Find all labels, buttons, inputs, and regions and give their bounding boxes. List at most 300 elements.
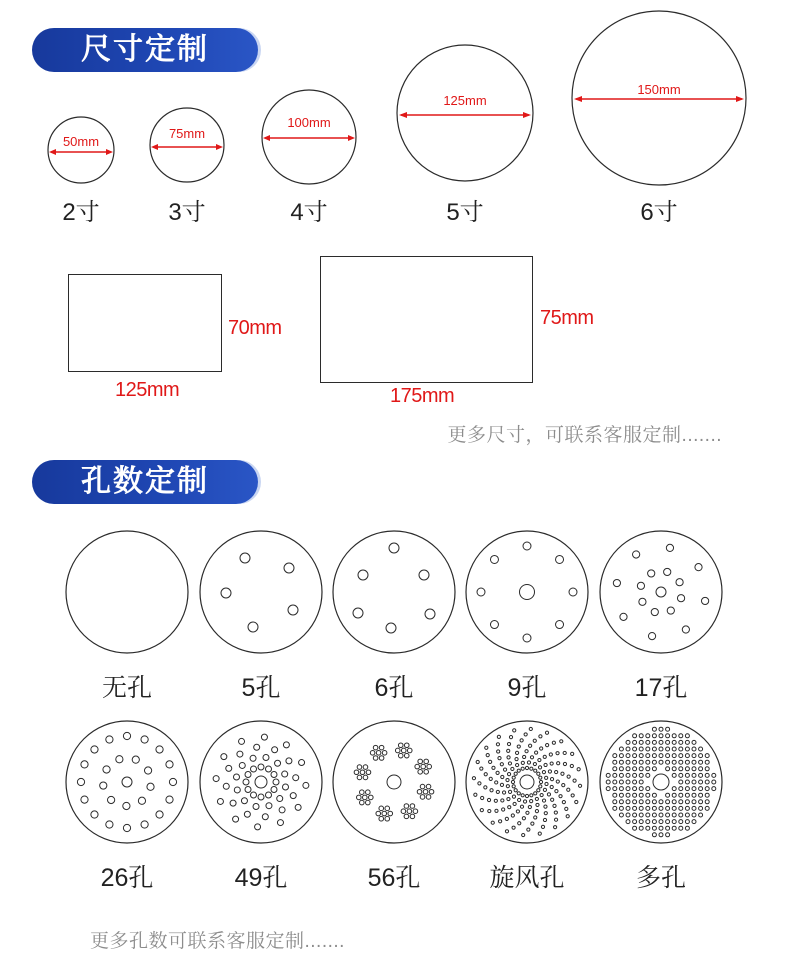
hole <box>376 811 381 816</box>
hole <box>512 776 515 779</box>
hole <box>556 621 564 629</box>
hole <box>646 747 650 751</box>
hole <box>480 809 483 812</box>
hole <box>401 748 406 753</box>
hole <box>363 775 368 780</box>
hole <box>539 735 542 738</box>
hole <box>613 773 617 777</box>
hole <box>652 800 656 804</box>
hole <box>542 771 545 774</box>
hole <box>295 804 301 810</box>
hole <box>527 761 530 764</box>
hole <box>679 813 683 817</box>
rectangle-sheet-small <box>68 274 222 372</box>
hole <box>507 749 510 752</box>
hole <box>506 778 509 781</box>
hole <box>666 544 673 551</box>
hole <box>679 734 683 738</box>
hole <box>474 793 477 796</box>
hole <box>387 775 401 789</box>
hole <box>505 817 508 820</box>
hole <box>373 756 378 761</box>
hole <box>502 791 505 794</box>
hole <box>116 756 123 763</box>
hole <box>672 754 676 758</box>
hole <box>477 588 485 596</box>
hole <box>613 754 617 758</box>
hole <box>123 732 130 739</box>
hole <box>685 826 689 830</box>
hole <box>538 766 541 769</box>
hole <box>283 784 289 790</box>
hole <box>385 806 390 811</box>
hole <box>516 763 519 766</box>
hole <box>357 775 362 780</box>
hole <box>254 744 260 750</box>
hole <box>511 814 514 817</box>
hole <box>472 777 475 780</box>
hole <box>652 760 656 764</box>
hole <box>679 826 683 830</box>
hole <box>303 782 309 788</box>
hole <box>619 747 623 751</box>
hole <box>534 816 537 819</box>
hole <box>243 779 249 785</box>
disc-26-holes <box>62 717 192 847</box>
hole <box>705 767 709 771</box>
hole <box>423 789 428 794</box>
rectangle-width-label: 125mm <box>115 379 180 401</box>
hole <box>699 767 703 771</box>
hole <box>666 806 670 810</box>
hole <box>699 747 703 751</box>
hole <box>699 780 703 784</box>
hole <box>147 783 154 790</box>
hole <box>420 795 425 800</box>
hole <box>547 793 550 796</box>
hole <box>652 740 656 744</box>
hole <box>415 764 420 769</box>
hole <box>626 773 630 777</box>
hole <box>666 747 670 751</box>
hole <box>508 806 511 809</box>
hole <box>132 756 139 763</box>
hole <box>382 811 387 816</box>
hole <box>429 789 434 794</box>
hole <box>619 787 623 791</box>
hole <box>513 802 516 805</box>
hole <box>273 779 279 785</box>
rectangle-height-label: 70mm <box>228 317 282 339</box>
hole <box>489 777 492 780</box>
hole <box>543 755 546 758</box>
hole <box>613 780 617 784</box>
hole <box>648 570 655 577</box>
hole <box>652 833 656 837</box>
hole <box>619 773 623 777</box>
hole <box>288 605 298 615</box>
hole <box>419 570 429 580</box>
hole <box>537 772 540 775</box>
hole <box>685 813 689 817</box>
hole <box>279 807 285 813</box>
hole <box>245 772 251 778</box>
hole <box>646 806 650 810</box>
hole <box>277 796 283 802</box>
hole <box>77 778 84 785</box>
hole <box>692 806 696 810</box>
hole <box>679 793 683 797</box>
hole <box>679 760 683 764</box>
hole <box>496 743 499 746</box>
hole <box>559 795 562 798</box>
hole <box>141 821 148 828</box>
disc-label: 49孔 <box>234 864 288 892</box>
hole <box>386 623 396 633</box>
hole <box>486 754 489 757</box>
hole <box>633 754 637 758</box>
hole <box>379 816 384 821</box>
rectangle-sheet-large <box>320 256 533 383</box>
hole <box>679 773 683 777</box>
hole <box>666 740 670 744</box>
hole <box>659 760 663 764</box>
size-circle-6 <box>569 8 749 188</box>
rectangle-height-label: 75mm <box>540 307 594 329</box>
hole <box>639 760 643 764</box>
hole <box>648 633 655 640</box>
hole <box>404 743 409 748</box>
hole <box>141 736 148 743</box>
hole <box>712 780 716 784</box>
hole <box>566 815 569 818</box>
hole <box>699 806 703 810</box>
hole <box>705 793 709 797</box>
hole <box>528 805 531 808</box>
hole <box>156 811 163 818</box>
hole <box>526 811 529 814</box>
hole <box>496 790 499 793</box>
hole <box>626 820 630 824</box>
size-circle-3 <box>147 105 227 185</box>
hole <box>692 800 696 804</box>
hole <box>407 809 412 814</box>
hole <box>633 780 637 784</box>
hole <box>520 585 535 600</box>
hole <box>695 564 702 571</box>
hole <box>679 800 683 804</box>
hole <box>223 783 229 789</box>
hole <box>262 814 268 820</box>
hole <box>360 800 365 805</box>
hole <box>487 798 490 801</box>
hole <box>692 780 696 784</box>
hole <box>679 806 683 810</box>
hole <box>672 773 676 777</box>
hole <box>266 803 272 809</box>
hole <box>282 771 288 777</box>
hole <box>506 785 509 788</box>
hole <box>692 787 696 791</box>
hole <box>515 757 518 760</box>
hole <box>659 727 663 731</box>
hole <box>672 767 676 771</box>
hole <box>679 787 683 791</box>
hole <box>511 780 514 783</box>
hole <box>481 796 484 799</box>
hole <box>556 555 564 563</box>
hole <box>480 767 483 770</box>
hole <box>626 760 630 764</box>
hole <box>639 787 643 791</box>
hole <box>421 764 426 769</box>
hole <box>529 727 532 730</box>
hole <box>520 739 523 742</box>
hole <box>255 776 267 788</box>
hole <box>544 763 547 766</box>
hole <box>241 798 247 804</box>
hole <box>522 817 525 820</box>
hole <box>512 785 515 788</box>
hole <box>659 820 663 824</box>
hole <box>619 780 623 784</box>
hole <box>525 750 528 753</box>
hole <box>555 790 558 793</box>
hole <box>646 800 650 804</box>
hole <box>563 762 566 765</box>
hole <box>633 734 637 738</box>
hole <box>240 553 250 563</box>
disc-graphic <box>329 717 459 847</box>
dimension-label: 100mm <box>287 115 331 130</box>
disc-cyclone-holes <box>462 717 592 847</box>
hole <box>354 770 359 775</box>
hole <box>712 773 716 777</box>
hole <box>527 828 530 831</box>
hole <box>166 796 173 803</box>
hole <box>672 806 676 810</box>
hole <box>505 830 508 833</box>
hole <box>626 787 630 791</box>
hole <box>549 753 552 756</box>
hole <box>534 769 537 772</box>
disc-graphic <box>196 717 326 847</box>
hole <box>533 762 536 765</box>
size-note: 更多尺寸，可联系客服定制....... <box>447 425 722 446</box>
hole <box>560 740 563 743</box>
hole <box>567 775 570 778</box>
disc-graphic <box>596 527 726 657</box>
hole <box>613 579 620 586</box>
hole <box>536 803 539 806</box>
hole <box>369 795 374 800</box>
hole <box>357 795 362 800</box>
disc-17-holes <box>596 527 726 657</box>
hole <box>565 807 568 810</box>
hole <box>534 792 537 795</box>
hole <box>379 745 384 750</box>
disc-9-holes <box>462 527 592 657</box>
disc-multi-holes <box>596 717 726 847</box>
hole <box>540 793 543 796</box>
disc-graphic <box>462 527 592 657</box>
hole <box>525 794 528 797</box>
hole <box>501 775 504 778</box>
disc-label: 26孔 <box>100 864 154 892</box>
hole <box>490 789 493 792</box>
hole <box>653 774 669 790</box>
disc-graphic <box>62 527 192 657</box>
hole <box>619 806 623 810</box>
hole <box>639 793 643 797</box>
hole <box>417 789 422 794</box>
hole <box>284 563 294 573</box>
hole <box>685 740 689 744</box>
hole <box>245 787 251 793</box>
hole <box>508 790 511 793</box>
hole <box>271 787 277 793</box>
hole <box>517 792 520 795</box>
hole <box>517 745 520 748</box>
disc-label: 无孔 <box>101 674 152 702</box>
hole <box>556 752 559 755</box>
hole <box>633 806 637 810</box>
hole <box>538 758 541 761</box>
hole <box>705 800 709 804</box>
hole <box>357 765 362 770</box>
hole <box>530 756 533 759</box>
disc-label: 6孔 <box>374 674 414 702</box>
hole <box>619 767 623 771</box>
hole <box>366 790 371 795</box>
hole <box>646 734 650 738</box>
hole <box>679 754 683 758</box>
hole <box>578 784 581 787</box>
hole <box>524 733 527 736</box>
hole <box>535 810 538 813</box>
hole <box>221 588 231 598</box>
size-label: 3寸 <box>168 199 206 226</box>
hole <box>286 758 292 764</box>
hole <box>666 734 670 738</box>
hole <box>266 766 272 772</box>
hole <box>122 777 132 787</box>
size-circle-5 <box>394 42 536 184</box>
hole <box>646 826 650 830</box>
hole <box>272 747 278 753</box>
hole <box>250 755 256 761</box>
hole <box>545 776 548 779</box>
hole <box>426 795 431 800</box>
hole <box>652 806 656 810</box>
hole-section-title: 孔数定制 <box>32 460 258 504</box>
hole <box>633 551 640 558</box>
hole <box>370 751 375 756</box>
hole <box>554 826 557 829</box>
hole <box>100 782 107 789</box>
hole <box>522 833 525 836</box>
hole <box>237 751 243 757</box>
hole <box>424 770 429 775</box>
size-label: 4寸 <box>290 199 328 226</box>
hole <box>699 760 703 764</box>
hole <box>666 813 670 817</box>
hole <box>497 735 500 738</box>
hole <box>507 756 510 759</box>
hole <box>518 798 521 801</box>
hole <box>299 760 305 766</box>
hole <box>366 800 371 805</box>
hole <box>613 800 617 804</box>
hole <box>639 813 643 817</box>
hole <box>626 813 630 817</box>
hole <box>646 787 650 791</box>
hole <box>577 768 580 771</box>
hole <box>539 776 542 779</box>
hole <box>239 738 245 744</box>
hole <box>705 780 709 784</box>
size-circle-4 <box>259 87 359 187</box>
hole <box>106 736 113 743</box>
hole <box>539 780 542 783</box>
hole <box>138 797 145 804</box>
hole <box>692 754 696 758</box>
disc-6-holes <box>329 527 459 657</box>
hole <box>554 811 557 814</box>
hole <box>692 740 696 744</box>
hole <box>389 543 399 553</box>
hole <box>544 812 547 815</box>
hole <box>699 754 703 758</box>
hole <box>388 811 393 816</box>
hole <box>531 822 534 825</box>
hole <box>500 763 503 766</box>
hole <box>646 793 650 797</box>
hole <box>512 826 515 829</box>
hole <box>651 608 658 615</box>
hole <box>646 813 650 817</box>
hole <box>619 754 623 758</box>
hole <box>544 805 547 808</box>
hole <box>659 800 663 804</box>
hole <box>639 754 643 758</box>
hole <box>166 761 173 768</box>
hole <box>692 773 696 777</box>
hole <box>619 800 623 804</box>
hole <box>548 770 551 773</box>
hole <box>699 793 703 797</box>
hole <box>633 826 637 830</box>
hole <box>530 794 533 797</box>
hole <box>217 798 223 804</box>
hole <box>516 810 519 813</box>
hole <box>491 821 494 824</box>
hole <box>626 793 630 797</box>
hole <box>410 804 415 809</box>
hole <box>263 755 269 761</box>
hole <box>685 734 689 738</box>
hole <box>379 806 384 811</box>
hole <box>613 787 617 791</box>
hole <box>685 820 689 824</box>
hole <box>633 760 637 764</box>
hole <box>571 752 574 755</box>
hole <box>485 746 488 749</box>
hole <box>395 748 400 753</box>
hole <box>239 762 245 768</box>
hole <box>541 825 544 828</box>
hole <box>639 773 643 777</box>
